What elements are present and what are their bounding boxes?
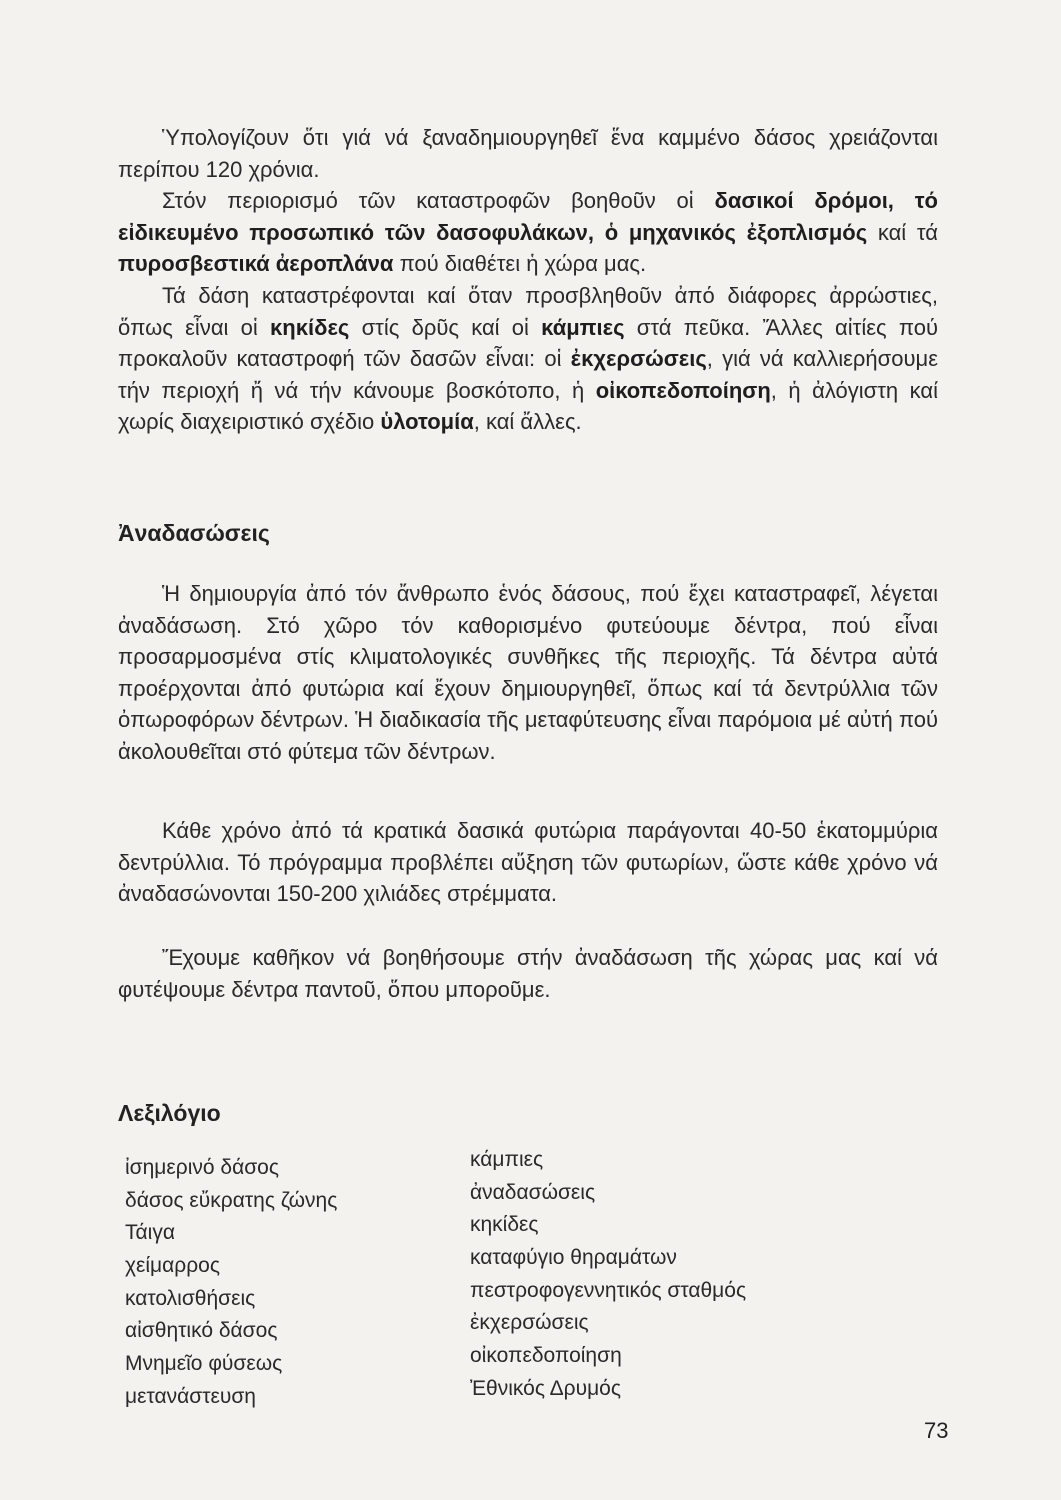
vocabulary-term: μετανάστευση <box>125 1384 256 1408</box>
vocabulary-term: καταφύγιο θηραμάτων <box>470 1246 677 1270</box>
text-segment: στίς δρῦς καί οἱ <box>349 314 542 340</box>
paragraph-nursery-production <box>118 815 938 910</box>
text-segment: , ἡ ἀλόγιστη καί χωρίς διαχειριστικό σχέδιο <box>118 377 938 434</box>
vocabulary-term: κατολισθήσεις <box>125 1286 256 1310</box>
text-segment: στά πεῦκα. Ἄλλες αἰτίες πού προκαλοῦν καταστροφή τῶν δασῶν εἶναι: οἱ <box>118 314 938 371</box>
page-number: 73 <box>924 1418 949 1443</box>
text-segment: Τά δάση καταστρέφονται καί ὅταν προσβληθοῦν ἀπό διάφορες ἀρρώστιες, ὅπως εἶναι οἱ <box>118 283 938 340</box>
text-segment: Ὑπολογίζουν ὅτι γιά νά ξαναδημιουργηθεῖ ἕνα καμμένο δάσος χρειάζονται περίπου 120 χρόνια. <box>118 125 938 182</box>
vocabulary-list-right <box>470 1144 746 1406</box>
paragraph-reforestation-time <box>118 122 938 185</box>
text-segment: Ἔχουμε καθῆκον νά βοηθήσουμε στήν ἀναδάσωση τῆς χώρας μας καί νά φυτέψουμε δέντρα παντοῦ, ὅπου μποροῦμε. <box>118 945 938 1002</box>
text-segment: Κάθε χρόνο ἀπό τά κρατικά δασικά φυτώρια παράγονται 40-50 ἑκατομμύρια δεντρύλλια. Τό πρόγραμμα προβλέπει αὔξηση τῶν φυτωρίων, ὥστε κάθε χρόνο νά ἀναδασώνονται 150-200 χιλιάδες στρέμματα. <box>118 818 938 906</box>
text-segment: καί τά <box>867 219 938 245</box>
paragraph-forest-diseases <box>118 280 938 438</box>
bold-term: πυροσβεστικά ἀεροπλάνα <box>118 251 394 276</box>
vocabulary-term: πεστροφογεννητικός σταθμός <box>470 1278 747 1302</box>
vocabulary-term: οἰκοπεδοποίηση <box>470 1344 622 1368</box>
bold-term: δασικοί δρόμοι, τό εἰδικευμένο προσωπικό τῶν δασοφυλάκων, ὁ μηχανικός ἐξοπλισμός <box>118 188 938 245</box>
vocabulary-term: ἰσημερινό δάσος <box>125 1156 279 1179</box>
vocabulary-term: κάμπιες <box>470 1148 544 1171</box>
vocabulary-term: κηκίδες <box>470 1213 539 1237</box>
bold-term: ὑλοτομία <box>380 409 474 434</box>
paragraph-reforestation-definition <box>118 578 938 767</box>
bold-term: κάμπιες <box>541 314 625 340</box>
text-segment: , γιά νά καλλιερήσουμε τήν περιοχή ἤ νά τήν κάνουμε βοσκότοπο, ἡ <box>118 346 938 403</box>
text-segment: , καί ἄλλες. <box>473 409 582 434</box>
vocabulary-term: Μνημεῖο φύσεως <box>125 1352 283 1376</box>
vocabulary-term: χείμαρρος <box>125 1254 220 1278</box>
bold-term: οἰκοπεδοποίηση <box>595 377 771 403</box>
section-heading-reforestation: Ἀναδασώσεις <box>118 520 270 546</box>
vocabulary-term: Τάιγα <box>125 1221 175 1245</box>
vocabulary-title: Λεξιλόγιο <box>118 1100 221 1126</box>
vocabulary-term: αἰσθητικό δάσος <box>125 1319 278 1343</box>
vocabulary-term: ἐκχερσώσεις <box>470 1311 589 1335</box>
vocabulary-term: δάσος εὔκρατης ζώνης <box>125 1188 338 1212</box>
vocabulary-term: Ἐθνικός Δρυμός <box>470 1376 621 1400</box>
bold-term: κηκίδες <box>270 314 350 340</box>
vocabulary-term: ἀναδασώσεις <box>470 1180 596 1204</box>
text-segment: Ἡ δημιουργία ἀπό τόν ἄνθρωπο ἑνός δάσους, πού ἔχει καταστραφεῖ, λέγεται ἀναδάσωση. Στό χῶρο τόν καθορισμένο φυτεύουμε δέντρα, πού εἶναι προσαρμοσμένα στίς κλιματολογικές συνθῆκες τῆς περιοχῆς. Τά δέντρα αὐτά προέρχονται ἀπό φυτώρια καί ἔχουν δημιουργηθεῖ, ὅπως καί τά δεντρύλλια τῶν ὀπωροφόρων δέντρων. Ἡ διαδικασία τῆς μεταφύτευσης εἶναι παρόμοια μέ αὐτή πού ἀκολουθεῖται στό φύτεμα τῶν δέντρων. <box>118 581 938 764</box>
bold-term: ἐκχερσώσεις <box>570 346 707 371</box>
vocabulary-list-left <box>125 1152 337 1414</box>
paragraph-damage-limitation <box>118 185 938 280</box>
text-segment: Στόν περιορισμό τῶν καταστροφῶν βοηθοῦν οἱ <box>162 188 715 213</box>
paragraph-duty-to-plant <box>118 942 938 1005</box>
text-segment: πού διαθέτει ἡ χώρα μας. <box>393 251 647 276</box>
